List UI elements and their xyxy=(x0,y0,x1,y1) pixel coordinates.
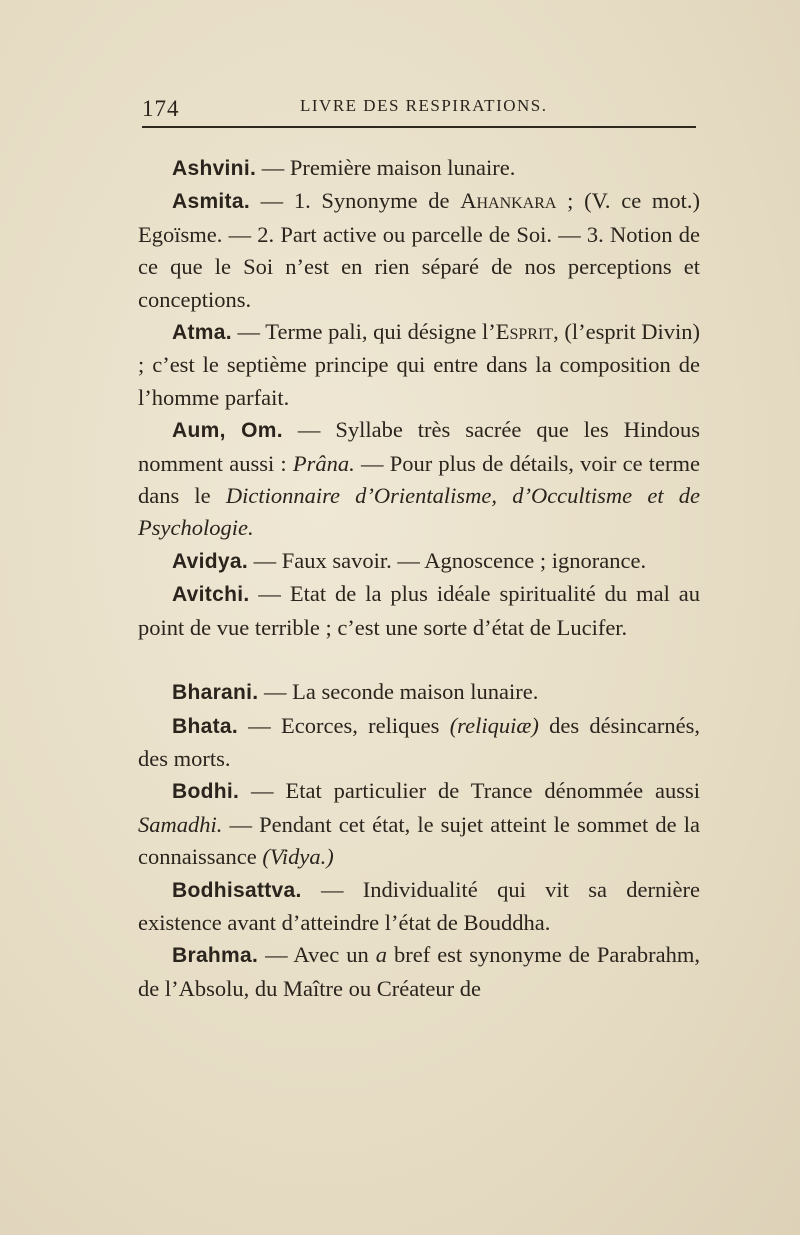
entry-term: Bharani. xyxy=(172,681,259,705)
entry-term: Bhata. xyxy=(172,714,238,738)
entry-asmita xyxy=(138,185,700,316)
entry-atma xyxy=(138,316,700,414)
entry-definition: — Etat particulier de Trance dénommée aussi xyxy=(239,778,700,804)
entry-brahma xyxy=(138,939,700,1005)
entry-definition: , (l’esprit Divin) ; c’est le septième principe qui entre dans la composition de l’homme parfait. xyxy=(138,319,701,410)
entry-definition: — Etat de la plus idéale spiritualité du mal au point de vue terrible ; c’est une sorte d’état de Lucifer. xyxy=(138,581,700,640)
entry-term: Avidya. xyxy=(172,549,249,573)
entry-term: Asmita. xyxy=(172,190,250,214)
entry-definition: — La seconde maison lunaire. xyxy=(258,679,539,705)
entry-ashvini xyxy=(138,152,700,185)
entry-definition: — Syllabe très sacrée que les Hindous nomment aussi : xyxy=(138,417,700,476)
glossary-body xyxy=(138,152,700,1005)
entry-term: Atma. xyxy=(172,321,232,345)
entry-definition: ; (V. ce mot.) Egoïsme. — 2. Part active ou parcelle de Soi. — 3. Notion de ce que le Soi n’est en rien séparé de nos perceptions et conceptions. xyxy=(138,188,700,312)
entry-definition: — Première maison lunaire. xyxy=(256,155,516,180)
entry-definition: — Ecorces, reliques xyxy=(237,712,450,738)
entry-definition: — Individualité qui vit sa dernière existence avant d’atteindre l’état de Bouddha. xyxy=(138,876,700,935)
entry-bhata xyxy=(138,710,700,776)
entry-bodhisattva xyxy=(138,874,700,940)
cross-reference: Ahankara xyxy=(460,188,557,214)
italic-term: (reliquiæ) xyxy=(449,712,539,738)
entry-aum-om xyxy=(138,414,700,545)
cross-reference: Esprit xyxy=(495,319,554,345)
italic-term: Samadhi. xyxy=(138,811,223,837)
page-number: 174 xyxy=(142,96,180,121)
entry-definition: — Faux savoir. — Agnoscence ; ignorance. xyxy=(248,547,647,573)
entry-term: Bodhisattva. xyxy=(172,878,302,902)
entry-definition: des désincarnés, des morts. xyxy=(138,712,700,771)
entry-term: Bodhi. xyxy=(172,780,240,804)
entry-avidya xyxy=(138,545,700,578)
italic-term: a xyxy=(375,942,387,968)
entry-definition: — 1. Synonyme de xyxy=(249,188,461,214)
entry-avitchi xyxy=(138,578,700,644)
italic-term: (Vidya.) xyxy=(262,844,334,870)
entry-definition: bref est synonyme de Parabrahm, de l’Absolu, du Maître ou Créateur de xyxy=(138,942,701,1001)
entry-definition: — Avec un xyxy=(258,942,376,968)
entry-definition: — Pendant cet état, le sujet atteint le sommet de la connaissance xyxy=(138,811,700,870)
entry-definition: — Pour plus de détails, voir ce terme dans le xyxy=(138,450,701,509)
entry-term: Avitchi. xyxy=(172,583,250,607)
running-head: LIVRE DES RESPIRATIONS. xyxy=(300,96,548,115)
entry-definition: — Terme pali, qui désigne l’ xyxy=(231,319,496,345)
italic-title: Dictionnaire d’Orientalisme, d’Occultisme et de Psychologie. xyxy=(138,483,700,541)
entry-bodhi xyxy=(138,775,700,873)
italic-term: Prâna. xyxy=(292,450,355,476)
entry-term: Brahma. xyxy=(172,944,259,968)
entry-term: Ashvini. xyxy=(172,157,257,180)
entry-bharani xyxy=(138,676,700,709)
entry-term: Aum, Om. xyxy=(172,419,283,443)
header-rule xyxy=(142,126,696,128)
